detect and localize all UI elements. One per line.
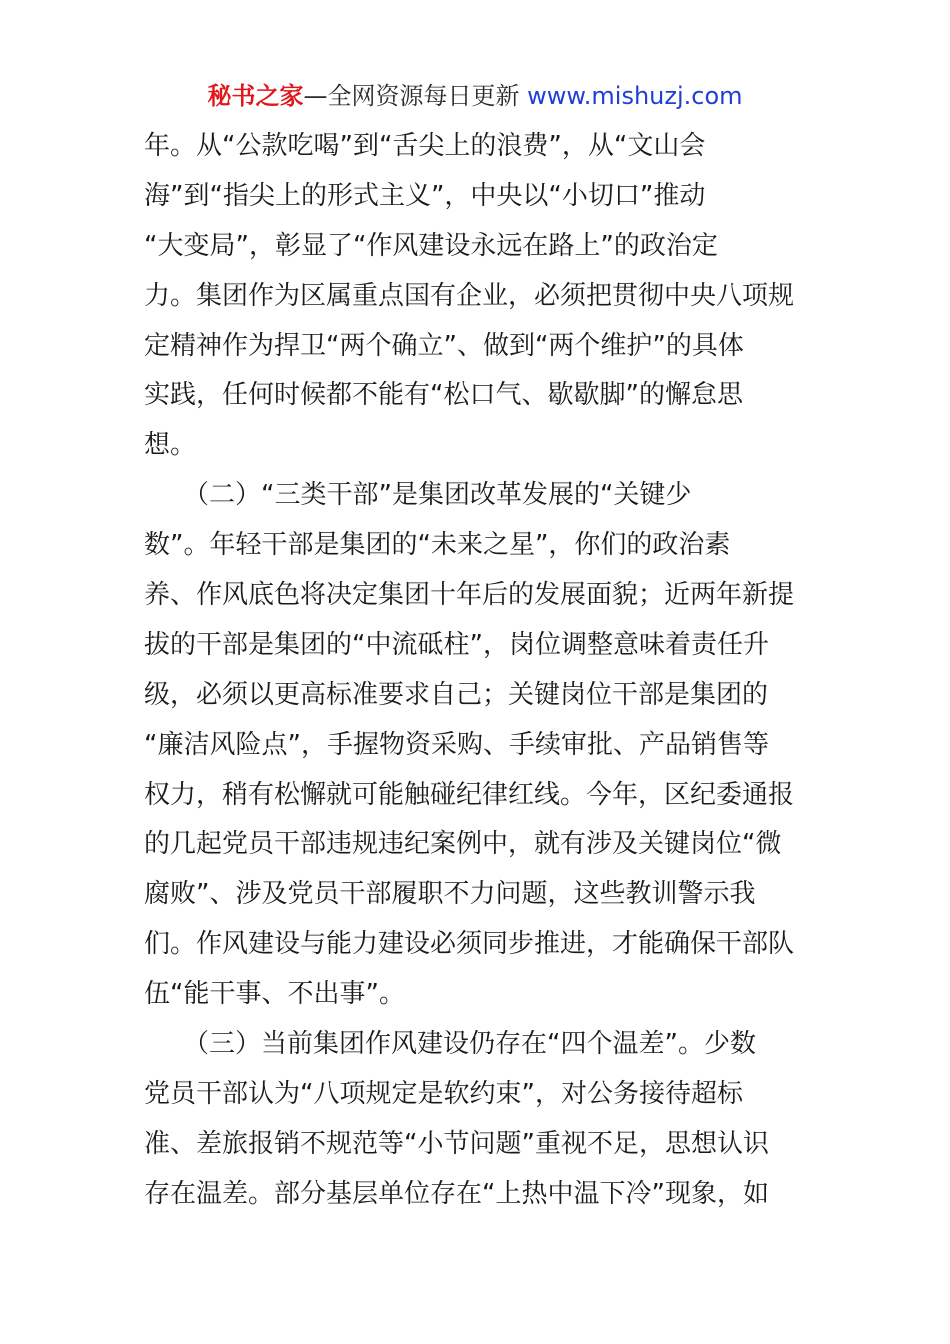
text-line: 党员干部认为“八项规定是软约束”，对公务接待超标 [144, 1078, 743, 1109]
text-line: 的几起党员干部违规违纪案例中，就有涉及关键岗位“微 [144, 829, 782, 860]
text-line: 级，必须以更高标准要求自己；关键岗位干部是集团的 [144, 679, 769, 710]
text-line: 想。 [144, 430, 197, 461]
site-brand: 秘书之家 [207, 82, 304, 110]
text-line: 年。从“公款吃喝”到“舌尖上的浪费”，从“文山会 [144, 131, 706, 161]
text-line: 海”到“指尖上的形式主义”，中央以“小切口”推动 [144, 180, 706, 211]
text-line: 权力，稍有松懈就可能触碰纪律红线。今年，区纪委通报 [144, 779, 795, 810]
site-header [0, 80, 950, 112]
text-line: “廉洁风险点”，手握物资采购、手续审批、产品销售等 [144, 729, 769, 760]
text-line: 养、作风底色将决定集团十年后的发展面貌；近两年新提 [144, 580, 795, 611]
site-url[interactable]: www.mishuzj.com [527, 82, 743, 110]
text-line: （二）“三类干部”是集团改革发展的“关键少 [144, 480, 692, 511]
text-line: 准、差旅报销不规范等“小节问题”重视不足，思想认识 [144, 1128, 769, 1159]
text-line: 实践，任何时候都不能有“松口气、歇歇脚”的懈怠思 [144, 380, 743, 411]
text-line: 拔的干部是集团的“中流砥柱”，岗位调整意味着责任升 [144, 629, 769, 660]
text-line: 伍“能干事、不出事”。 [144, 979, 405, 1010]
text-line: 力。集团作为区属重点国有企业，必须把贯彻中央八项规 [144, 280, 795, 311]
text-line: 数”。年轻干部是集团的“未来之星”，你们的政治素 [144, 530, 731, 561]
text-line: 定精神作为捍卫“两个确立”、做到“两个维护”的具体 [144, 330, 744, 361]
site-tagline: —全网资源每日更新 [303, 82, 528, 110]
text-line: “大变局”，彰显了“作风建设永远在路上”的政治定 [144, 230, 718, 261]
text-line: （三）当前集团作风建设仍存在“四个温差”。少数 [144, 1029, 756, 1060]
document-body [144, 122, 806, 1220]
text-line: 们。作风建设与能力建设必须同步推进，才能确保干部队 [144, 929, 795, 960]
text-line: 存在温差。部分基层单位存在“上热中温下冷”现象，如 [144, 1178, 769, 1209]
text-line: 腐败”、涉及党员干部履职不力问题，这些教训警示我 [144, 879, 756, 910]
